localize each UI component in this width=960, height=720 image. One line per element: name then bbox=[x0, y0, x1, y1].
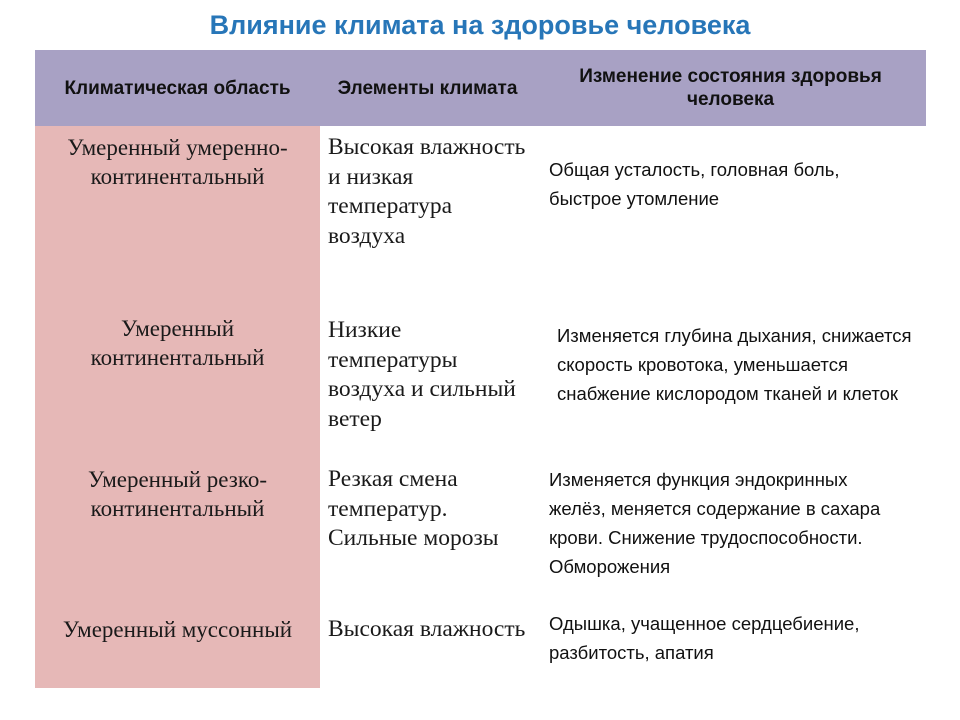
row-1-effect: Общая усталость, головная боль, быстрое утомление bbox=[549, 159, 840, 209]
page-title: Влияние климата на здоровье человека bbox=[209, 10, 751, 40]
row-4-elements: Высокая влажность bbox=[328, 616, 526, 642]
row-1-elements: Высокая влажность и низкая температура воздуха bbox=[328, 134, 526, 249]
row-4-effect: Одышка, учащенное сердцебиение, разбитость, апатия bbox=[549, 613, 860, 663]
row-1-region: Умеренный умеренно-континентальный bbox=[67, 135, 288, 189]
row-2-region: Умеренный континентальный bbox=[90, 316, 265, 370]
row-4-region: Умеренный муссонный bbox=[62, 617, 293, 642]
row-3-region: Умеренный резко-континентальный bbox=[87, 467, 268, 521]
header-effect: Изменение состояния здоровья человека bbox=[579, 66, 882, 110]
header-elements: Элементы климата bbox=[337, 77, 518, 99]
row-3-elements: Резкая смена температур. Сильные морозы bbox=[328, 466, 499, 551]
row-2-effect: Изменяется глубина дыхания, снижается скорость кровотока, уменьшается снабжение кислородом тканей и клеток bbox=[557, 325, 912, 404]
row-2-elements: Низкие температуры воздуха и сильный ветер bbox=[328, 317, 516, 432]
header-region: Климатическая область bbox=[64, 77, 291, 99]
row-3-effect: Изменяется функция эндокринных желёз, меняется содержание в сахара крови. Снижение трудоспособности. Обморожения bbox=[549, 469, 881, 577]
region-column bbox=[35, 126, 320, 688]
